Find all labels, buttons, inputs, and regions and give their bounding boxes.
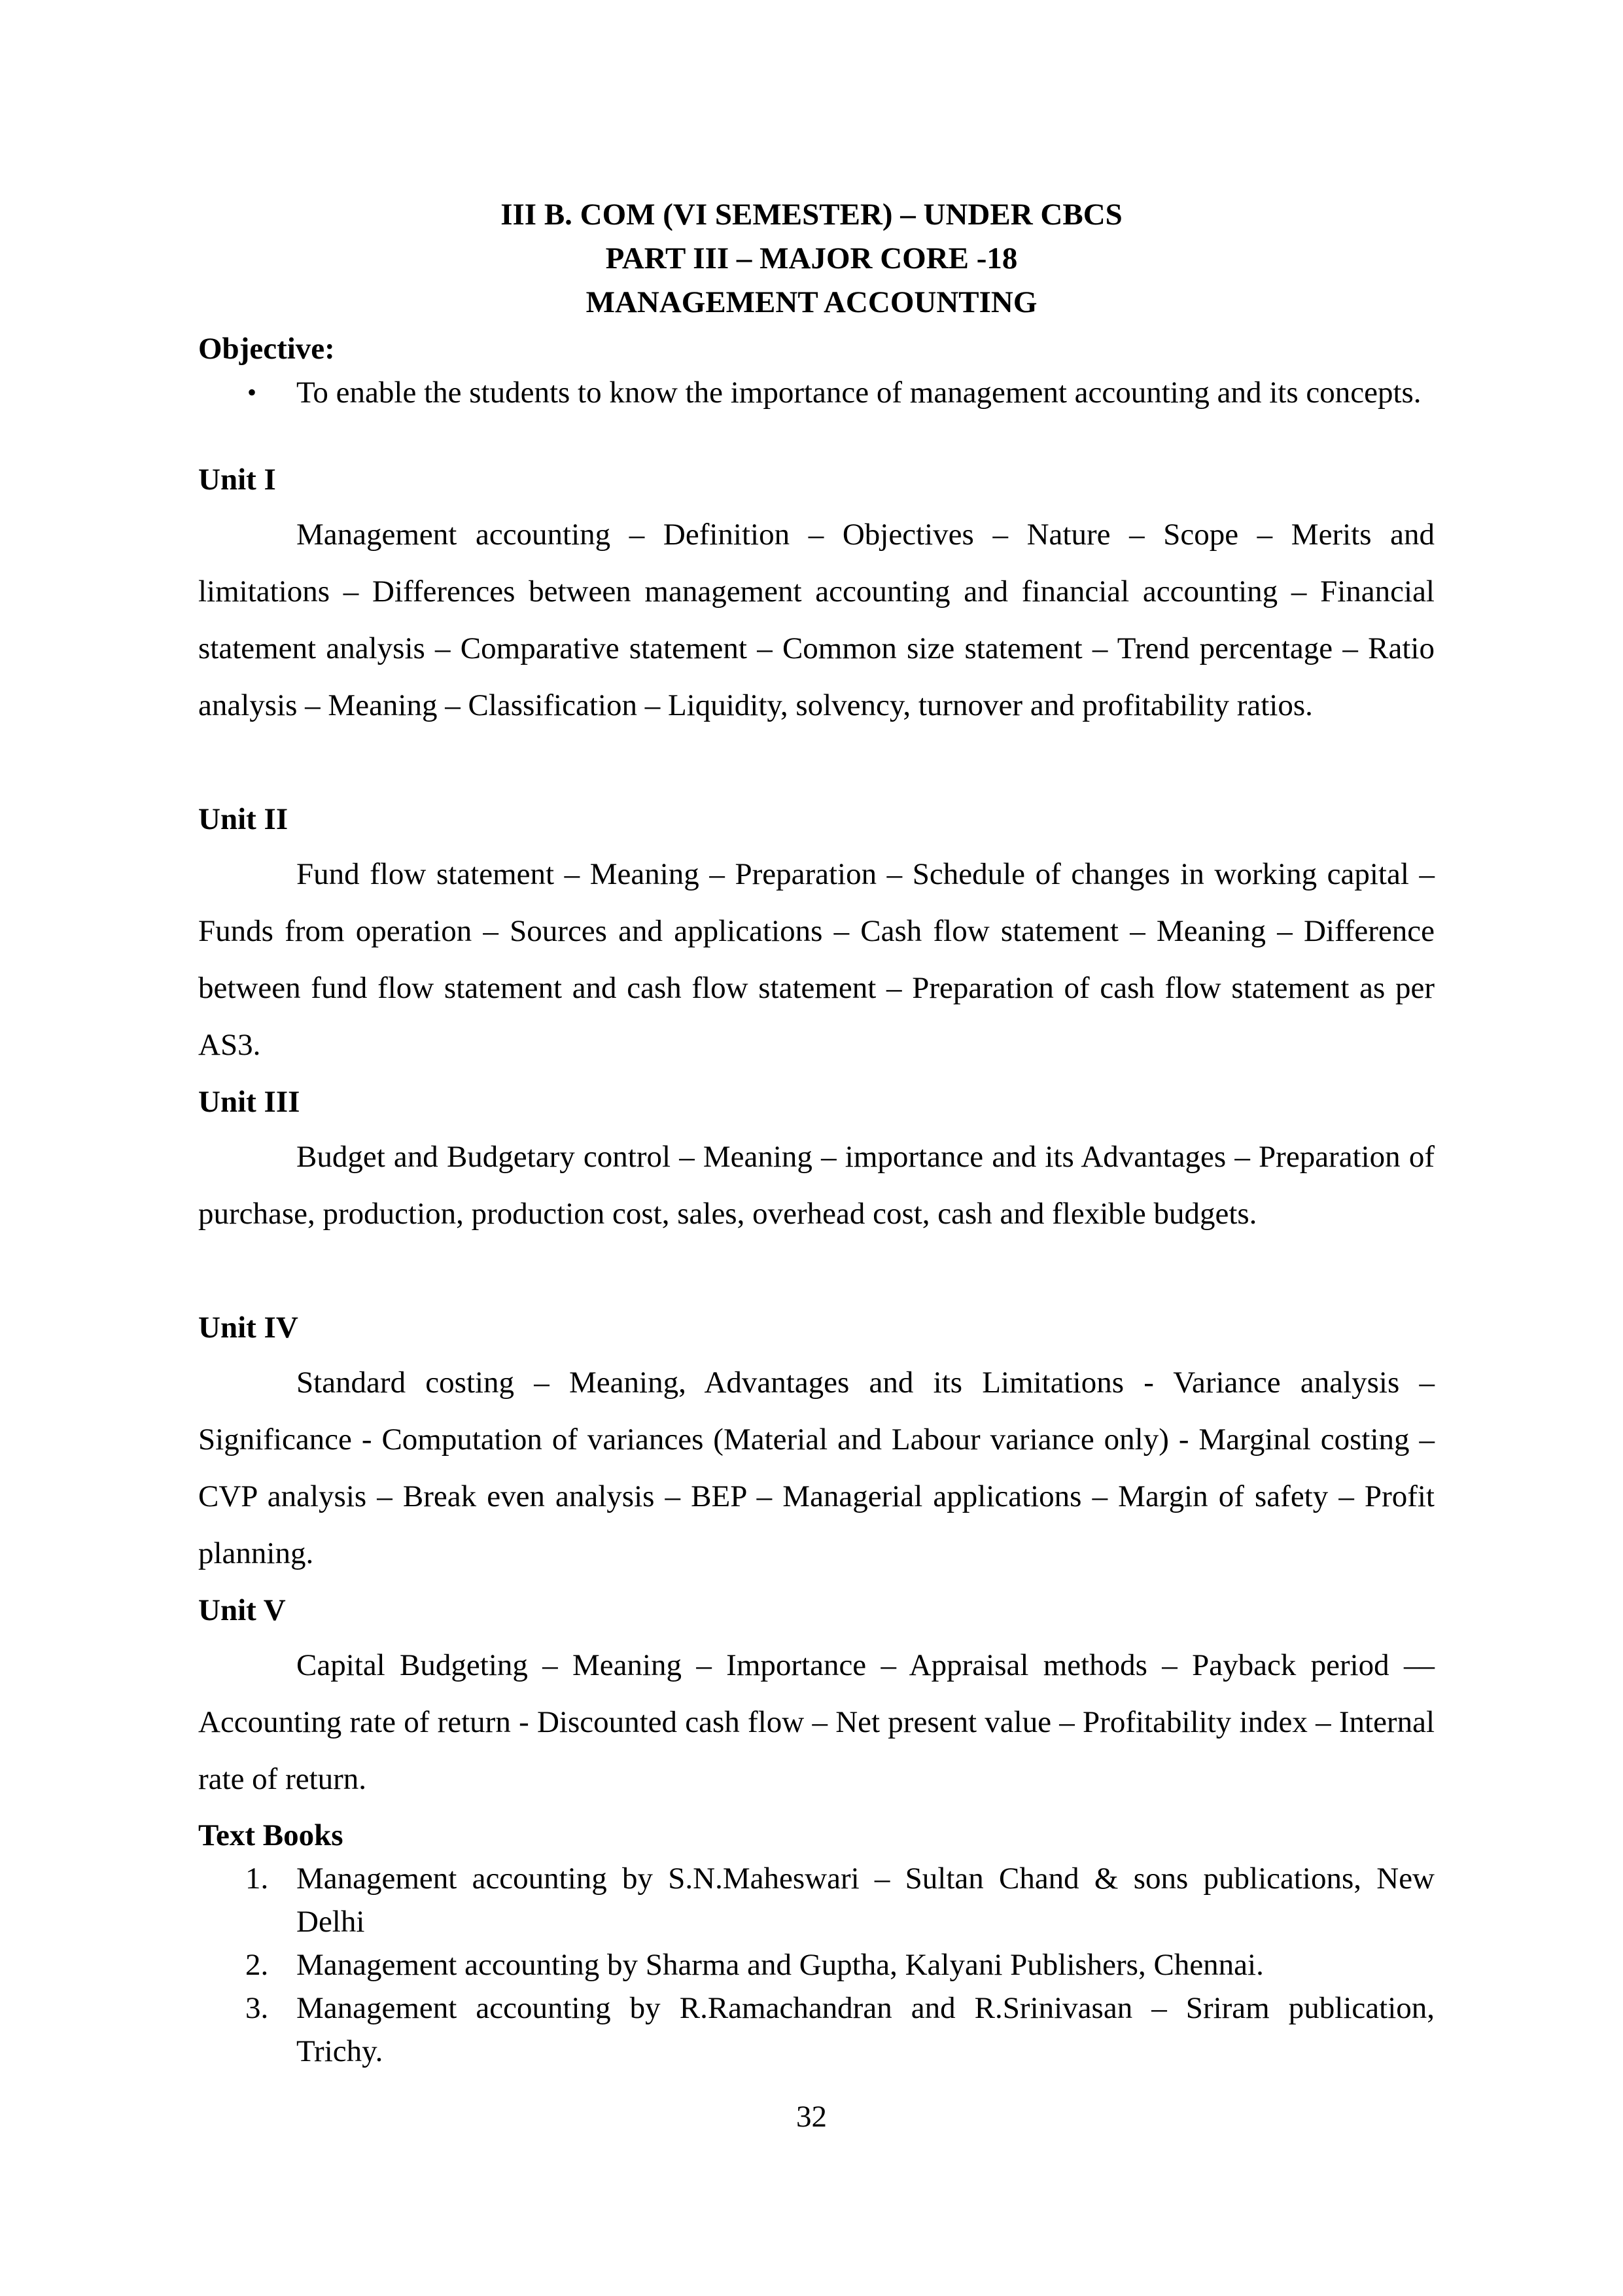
- text-book-title: Management accounting by Sharma and Guptha, Kalyani Publishers, Chennai.: [296, 1948, 1264, 1982]
- unit-4-heading: Unit IV: [198, 1311, 298, 1345]
- unit-4-text: Standard costing – Meaning, Advantages and its Limitations - Variance analysis – Significance - Computation of variances (Material and Labour variance only) - Marginal costing – CVP analysis – Break even analysis – BEP – Managerial applications – Margin of safety – Profit planning.: [198, 1366, 1435, 1570]
- text-book-number: 2.: [245, 1948, 269, 1982]
- text-book-title: Management accounting by R.Ramachandran and R.Srinivasan – Sriram publication, Trichy.: [296, 1991, 1435, 2068]
- unit-2-heading: Unit II: [198, 802, 288, 836]
- header-subject-title: MANAGEMENT ACCOUNTING: [585, 285, 1038, 319]
- unit-5-text: Capital Budgeting – Meaning – Importance – Appraisal methods – Payback period –– Accounting rate of return - Discounted cash flow – Net present value – Profitability index – Internal rate of return.: [198, 1648, 1435, 1796]
- header-course-line: III B. COM (VI SEMESTER) – UNDER CBCS: [500, 198, 1123, 232]
- text-books-heading: Text Books: [198, 1818, 343, 1852]
- bullet-icon: •: [247, 378, 257, 407]
- text-book-number: 3.: [245, 1991, 269, 2025]
- text-book-title: Management accounting by S.N.Maheswari – Sultan Chand & sons publications, New Delhi: [296, 1862, 1435, 1939]
- unit-5-heading: Unit V: [198, 1593, 286, 1627]
- text-book-number: 1.: [245, 1862, 269, 1896]
- text-book-item: [198, 1857, 1435, 1943]
- objective-item: [198, 371, 1435, 414]
- unit-3-heading: Unit III: [198, 1085, 300, 1119]
- unit-2-text: Fund flow statement – Meaning – Preparation – Schedule of changes in working capital – Funds from operation – Sources and applications – Cash flow statement – Meaning – Difference between fund flow statement and cash flow statement – Preparation of cash flow statement as per AS3.: [198, 857, 1435, 1062]
- objective-item-text: To enable the students to know the importance of management accounting and its concepts.: [296, 376, 1422, 410]
- text-book-item: [198, 1943, 1435, 1987]
- header-part-line: PART III – MAJOR CORE -18: [605, 241, 1018, 275]
- unit-1-text: Management accounting – Definition – Objectives – Nature – Scope – Merits and limitations – Differences between management accounting and financial accounting – Financial statement analysis – Comparative statement – Common size statement – Trend percentage – Ratio analysis – Meaning – Classification – Liquidity, solvency, turnover and profitability ratios.: [198, 518, 1435, 722]
- text-books-list: [198, 1857, 1435, 2073]
- unit-3-text: Budget and Budgetary control – Meaning – importance and its Advantages – Preparation of purchase, production, production cost, sales, overhead cost, cash and flexible budgets.: [198, 1140, 1435, 1231]
- unit-1-heading: Unit I: [198, 463, 276, 497]
- document-header: [0, 193, 1623, 325]
- page-number: 32: [796, 2100, 827, 2134]
- objective-heading: Objective:: [198, 332, 335, 366]
- text-book-item: [198, 1987, 1435, 2073]
